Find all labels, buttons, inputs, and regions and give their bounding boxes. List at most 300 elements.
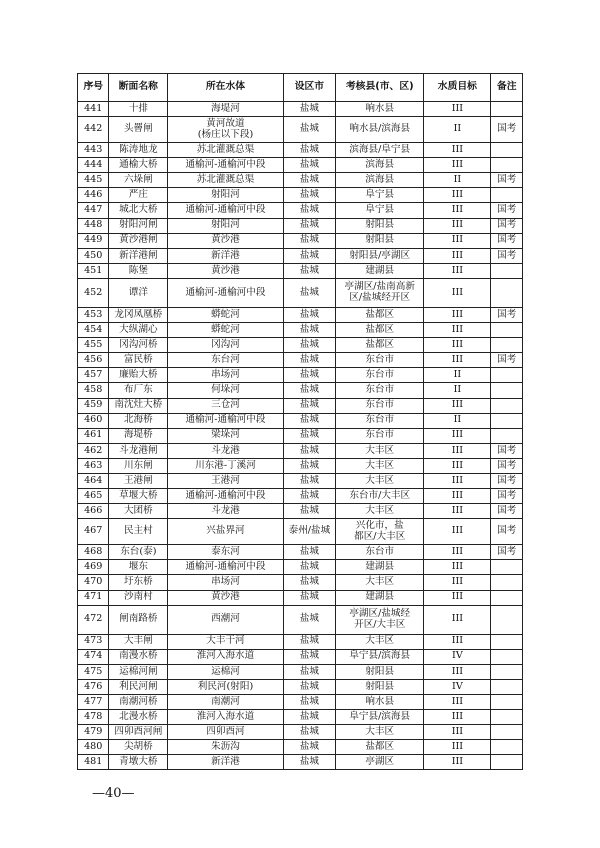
remark-cell: 国考 xyxy=(491,519,523,545)
county-cell: 兴化市，盐 都区/大丰区 xyxy=(336,519,424,545)
table-row xyxy=(78,679,523,694)
table-row xyxy=(78,188,523,203)
county-cell: 大丰区 xyxy=(336,443,424,458)
quality-target-cell: III xyxy=(424,188,491,203)
row-index-cell: 475 xyxy=(78,664,109,679)
water-body-cell: 四卯酉河 xyxy=(168,725,283,740)
water-body-cell: 川东港-丁溪河 xyxy=(168,458,283,473)
county-cell: 亭湖区 xyxy=(336,755,424,770)
county-cell: 阜宁县 xyxy=(336,188,424,203)
water-body-cell: 通榆河-通榆河中段 xyxy=(168,413,283,428)
quality-target-cell: III xyxy=(424,710,491,725)
water-body-cell: 梁垛河 xyxy=(168,428,283,443)
water-body-cell: 通榆河-通榆河中段 xyxy=(168,560,283,575)
row-index-cell: 477 xyxy=(78,695,109,710)
city-cell: 盐城 xyxy=(283,545,335,560)
section-name-cell: 新洋港闸 xyxy=(109,248,168,263)
remark-cell: 国考 xyxy=(491,458,523,473)
county-cell: 东台市 xyxy=(336,428,424,443)
county-cell: 滨海县/阜宁县 xyxy=(336,143,424,158)
table-row xyxy=(78,664,523,679)
city-cell: 盐城 xyxy=(283,443,335,458)
section-name-cell: 尖胡桥 xyxy=(109,740,168,755)
water-body-cell: 三仓河 xyxy=(168,398,283,413)
county-cell: 射阳县/亭湖区 xyxy=(336,248,424,263)
table-row xyxy=(78,117,523,143)
remark-cell xyxy=(491,428,523,443)
table-row xyxy=(78,143,523,158)
county-cell: 响水县/滨海县 xyxy=(336,117,424,143)
section-name-cell: 利民河闸 xyxy=(109,679,168,694)
section-name-cell: 沙南村 xyxy=(109,590,168,605)
city-cell: 盐城 xyxy=(283,383,335,398)
remark-cell xyxy=(491,725,523,740)
row-index-cell: 457 xyxy=(78,368,109,383)
quality-target-cell: II xyxy=(424,173,491,188)
row-index-cell: 447 xyxy=(78,203,109,218)
city-cell: 盐城 xyxy=(283,218,335,233)
water-body-cell: 通榆河-通榆河中段 xyxy=(168,489,283,504)
water-body-cell: 苏北灌溉总渠 xyxy=(168,173,283,188)
table-row xyxy=(78,278,523,307)
quality-target-cell: II xyxy=(424,413,491,428)
city-cell: 盐城 xyxy=(283,664,335,679)
water-quality-table xyxy=(77,73,523,770)
row-index-cell: 451 xyxy=(78,263,109,278)
city-cell: 盐城 xyxy=(283,323,335,338)
row-index-cell: 466 xyxy=(78,504,109,519)
row-index-cell: 442 xyxy=(78,117,109,143)
remark-cell xyxy=(491,263,523,278)
table-row xyxy=(78,398,523,413)
county-cell: 建湖县 xyxy=(336,263,424,278)
county-cell: 阜宁县 xyxy=(336,203,424,218)
water-body-cell: 王港河 xyxy=(168,473,283,488)
header-county: 考核县(市、区) xyxy=(336,74,424,102)
county-cell: 盐都区 xyxy=(336,740,424,755)
table-row xyxy=(78,605,523,634)
section-name-cell: 斗龙港闸 xyxy=(109,443,168,458)
county-cell: 亭湖区/盐南高新 区/盐城经开区 xyxy=(336,278,424,307)
county-cell: 东台市 xyxy=(336,545,424,560)
county-cell: 响水县 xyxy=(336,695,424,710)
water-body-cell: 蟒蛇河 xyxy=(168,307,283,322)
table-row xyxy=(78,353,523,368)
table-row xyxy=(78,695,523,710)
quality-target-cell: III xyxy=(424,575,491,590)
remark-cell: 国考 xyxy=(491,443,523,458)
water-body-cell: 通榆河-通榆河中段 xyxy=(168,158,283,173)
water-body-cell: 通榆河-通榆河中段 xyxy=(168,203,283,218)
section-name-cell: 大纵湖心 xyxy=(109,323,168,338)
section-name-cell: 富民桥 xyxy=(109,353,168,368)
row-index-cell: 473 xyxy=(78,634,109,649)
remark-cell xyxy=(491,368,523,383)
remark-cell xyxy=(491,338,523,353)
city-cell: 盐城 xyxy=(283,634,335,649)
city-cell: 盐城 xyxy=(283,755,335,770)
table-row xyxy=(78,443,523,458)
water-body-cell: 新洋港 xyxy=(168,248,283,263)
table-row xyxy=(78,545,523,560)
table-row xyxy=(78,634,523,649)
city-cell: 泰州/盐城 xyxy=(283,519,335,545)
remark-cell xyxy=(491,188,523,203)
row-index-cell: 478 xyxy=(78,710,109,725)
remark-cell: 国考 xyxy=(491,248,523,263)
table-row xyxy=(78,307,523,322)
quality-target-cell: III xyxy=(424,102,491,117)
city-cell: 盐城 xyxy=(283,368,335,383)
remark-cell: 国考 xyxy=(491,489,523,504)
row-index-cell: 465 xyxy=(78,489,109,504)
water-body-cell: 朱沥沟 xyxy=(168,740,283,755)
table-row xyxy=(78,649,523,664)
quality-target-cell: III xyxy=(424,664,491,679)
county-cell: 滨海县 xyxy=(336,158,424,173)
table-row xyxy=(78,725,523,740)
table-row xyxy=(78,158,523,173)
city-cell: 盐城 xyxy=(283,504,335,519)
row-index-cell: 454 xyxy=(78,323,109,338)
section-name-cell: 北漫水桥 xyxy=(109,710,168,725)
quality-target-cell: III xyxy=(424,590,491,605)
table-row xyxy=(78,173,523,188)
quality-target-cell: III xyxy=(424,263,491,278)
header-remark: 备注 xyxy=(491,74,523,102)
remark-cell: 国考 xyxy=(491,233,523,248)
table-row xyxy=(78,338,523,353)
table-row xyxy=(78,473,523,488)
row-index-cell: 459 xyxy=(78,398,109,413)
row-index-cell: 470 xyxy=(78,575,109,590)
table-row xyxy=(78,413,523,428)
row-index-cell: 449 xyxy=(78,233,109,248)
water-body-cell: 串场河 xyxy=(168,575,283,590)
section-name-cell: 南潮河桥 xyxy=(109,695,168,710)
remark-cell xyxy=(491,755,523,770)
row-index-cell: 446 xyxy=(78,188,109,203)
remark-cell: 国考 xyxy=(491,473,523,488)
county-cell: 盐都区 xyxy=(336,338,424,353)
city-cell: 盐城 xyxy=(283,143,335,158)
quality-target-cell: III xyxy=(424,473,491,488)
water-body-cell: 冈沟河 xyxy=(168,338,283,353)
section-name-cell: 黄沙港闸 xyxy=(109,233,168,248)
row-index-cell: 453 xyxy=(78,307,109,322)
county-cell: 盐都区 xyxy=(336,323,424,338)
remark-cell xyxy=(491,649,523,664)
table-row xyxy=(78,102,523,117)
table-row xyxy=(78,248,523,263)
city-cell: 盐城 xyxy=(283,307,335,322)
county-cell: 射阳县 xyxy=(336,664,424,679)
city-cell: 盐城 xyxy=(283,173,335,188)
city-cell: 盐城 xyxy=(283,263,335,278)
table-row xyxy=(78,519,523,545)
county-cell: 大丰区 xyxy=(336,575,424,590)
section-name-cell: 海堤桥 xyxy=(109,428,168,443)
section-name-cell: 陈涛地龙 xyxy=(109,143,168,158)
section-name-cell: 通榆大桥 xyxy=(109,158,168,173)
quality-target-cell: III xyxy=(424,323,491,338)
water-body-cell: 南潮河 xyxy=(168,695,283,710)
county-cell: 射阳县 xyxy=(336,218,424,233)
city-cell: 盐城 xyxy=(283,102,335,117)
table-row xyxy=(78,263,523,278)
quality-target-cell: III xyxy=(424,519,491,545)
county-cell: 东台市/大丰区 xyxy=(336,489,424,504)
row-index-cell: 481 xyxy=(78,755,109,770)
section-name-cell: 北海桥 xyxy=(109,413,168,428)
quality-target-cell: III xyxy=(424,458,491,473)
water-body-cell: 运棉河 xyxy=(168,664,283,679)
table-row xyxy=(78,218,523,233)
section-name-cell: 川东闸 xyxy=(109,458,168,473)
row-index-cell: 474 xyxy=(78,649,109,664)
city-cell: 盐城 xyxy=(283,353,335,368)
quality-target-cell: III xyxy=(424,725,491,740)
table-row xyxy=(78,428,523,443)
row-index-cell: 444 xyxy=(78,158,109,173)
quality-target-cell: III xyxy=(424,504,491,519)
city-cell: 盐城 xyxy=(283,473,335,488)
quality-target-cell: III xyxy=(424,428,491,443)
water-body-cell: 黄沙港 xyxy=(168,233,283,248)
city-cell: 盐城 xyxy=(283,203,335,218)
section-name-cell: 谭洋 xyxy=(109,278,168,307)
city-cell: 盐城 xyxy=(283,188,335,203)
remark-cell xyxy=(491,143,523,158)
city-cell: 盐城 xyxy=(283,338,335,353)
remark-cell: 国考 xyxy=(491,545,523,560)
water-body-cell: 苏北灌溉总渠 xyxy=(168,143,283,158)
remark-cell xyxy=(491,158,523,173)
table-row xyxy=(78,710,523,725)
remark-cell xyxy=(491,560,523,575)
row-index-cell: 450 xyxy=(78,248,109,263)
water-body-cell: 串场河 xyxy=(168,368,283,383)
remark-cell xyxy=(491,664,523,679)
quality-target-cell: III xyxy=(424,278,491,307)
table-row xyxy=(78,560,523,575)
water-body-cell: 泰东河 xyxy=(168,545,283,560)
table-header-row xyxy=(78,74,523,102)
quality-target-cell: III xyxy=(424,545,491,560)
water-body-cell: 兴盐界河 xyxy=(168,519,283,545)
table-row xyxy=(78,575,523,590)
remark-cell xyxy=(491,102,523,117)
section-name-cell: 严庄 xyxy=(109,188,168,203)
row-index-cell: 467 xyxy=(78,519,109,545)
county-cell: 大丰区 xyxy=(336,458,424,473)
quality-target-cell: III xyxy=(424,203,491,218)
quality-target-cell: III xyxy=(424,143,491,158)
remark-cell: 国考 xyxy=(491,307,523,322)
row-index-cell: 441 xyxy=(78,102,109,117)
header-city: 设区市 xyxy=(283,74,335,102)
section-name-cell: 六垛闸 xyxy=(109,173,168,188)
table-row xyxy=(78,590,523,605)
water-body-cell: 何垛河 xyxy=(168,383,283,398)
section-name-cell: 南沈灶大桥 xyxy=(109,398,168,413)
county-cell: 大丰区 xyxy=(336,473,424,488)
remark-cell: 国考 xyxy=(491,117,523,143)
row-index-cell: 476 xyxy=(78,679,109,694)
quality-target-cell: III xyxy=(424,158,491,173)
section-name-cell: 堰东 xyxy=(109,560,168,575)
county-cell: 亭湖区/盐城经 开区/大丰区 xyxy=(336,605,424,634)
county-cell: 建湖县 xyxy=(336,560,424,575)
water-body-cell: 斗龙港 xyxy=(168,443,283,458)
quality-target-cell: III xyxy=(424,443,491,458)
row-index-cell: 464 xyxy=(78,473,109,488)
city-cell: 盐城 xyxy=(283,278,335,307)
section-name-cell: 运棉河闸 xyxy=(109,664,168,679)
water-body-cell: 淮河入海水道 xyxy=(168,710,283,725)
county-cell: 大丰区 xyxy=(336,725,424,740)
county-cell: 建湖县 xyxy=(336,590,424,605)
water-body-cell: 东台河 xyxy=(168,353,283,368)
county-cell: 响水县 xyxy=(336,102,424,117)
section-name-cell: 十排 xyxy=(109,102,168,117)
section-name-cell: 闸南路桥 xyxy=(109,605,168,634)
city-cell: 盐城 xyxy=(283,605,335,634)
table-row xyxy=(78,740,523,755)
remark-cell xyxy=(491,575,523,590)
quality-target-cell: III xyxy=(424,398,491,413)
remark-cell xyxy=(491,398,523,413)
water-body-cell: 通榆河-通榆河中段 xyxy=(168,278,283,307)
remark-cell: 国考 xyxy=(491,218,523,233)
header-index: 序号 xyxy=(78,74,109,102)
header-water-body: 所在水体 xyxy=(168,74,283,102)
table-row xyxy=(78,203,523,218)
county-cell: 东台市 xyxy=(336,383,424,398)
header-section-name: 断面名称 xyxy=(109,74,168,102)
remark-cell xyxy=(491,605,523,634)
quality-target-cell: III xyxy=(424,695,491,710)
remark-cell: 国考 xyxy=(491,173,523,188)
water-body-cell: 淮河入海水道 xyxy=(168,649,283,664)
remark-cell xyxy=(491,323,523,338)
city-cell: 盐城 xyxy=(283,560,335,575)
quality-target-cell: III xyxy=(424,740,491,755)
county-cell: 东台市 xyxy=(336,398,424,413)
city-cell: 盐城 xyxy=(283,398,335,413)
section-name-cell: 青墩大桥 xyxy=(109,755,168,770)
row-index-cell: 445 xyxy=(78,173,109,188)
water-body-cell: 射阳河 xyxy=(168,218,283,233)
section-name-cell: 草堰大桥 xyxy=(109,489,168,504)
table-body xyxy=(78,102,523,770)
section-name-cell: 城北大桥 xyxy=(109,203,168,218)
section-name-cell: 大丰闸 xyxy=(109,634,168,649)
quality-target-cell: III xyxy=(424,338,491,353)
county-cell: 射阳县 xyxy=(336,233,424,248)
section-name-cell: 龙冈凤凰桥 xyxy=(109,307,168,322)
city-cell: 盐城 xyxy=(283,428,335,443)
row-index-cell: 479 xyxy=(78,725,109,740)
section-name-cell: 四卯酉河闸 xyxy=(109,725,168,740)
row-index-cell: 460 xyxy=(78,413,109,428)
section-name-cell: 大团桥 xyxy=(109,504,168,519)
county-cell: 阜宁县/滨海县 xyxy=(336,649,424,664)
county-cell: 滨海县 xyxy=(336,173,424,188)
water-body-cell: 射阳河 xyxy=(168,188,283,203)
city-cell: 盐城 xyxy=(283,413,335,428)
county-cell: 阜宁县/滨海县 xyxy=(336,710,424,725)
row-index-cell: 455 xyxy=(78,338,109,353)
quality-target-cell: III xyxy=(424,634,491,649)
table-row xyxy=(78,368,523,383)
quality-target-cell: III xyxy=(424,489,491,504)
remark-cell xyxy=(491,710,523,725)
city-cell: 盐城 xyxy=(283,117,335,143)
county-cell: 大丰区 xyxy=(336,504,424,519)
city-cell: 盐城 xyxy=(283,679,335,694)
county-cell: 东台市 xyxy=(336,368,424,383)
water-body-cell: 新洋港 xyxy=(168,755,283,770)
header-quality-target: 水质目标 xyxy=(424,74,491,102)
quality-target-cell: II xyxy=(424,383,491,398)
city-cell: 盐城 xyxy=(283,158,335,173)
quality-target-cell: III xyxy=(424,307,491,322)
quality-target-cell: III xyxy=(424,248,491,263)
row-index-cell: 472 xyxy=(78,605,109,634)
section-name-cell: 东台(泰) xyxy=(109,545,168,560)
remark-cell xyxy=(491,383,523,398)
table-row xyxy=(78,489,523,504)
section-name-cell: 冈沟河桥 xyxy=(109,338,168,353)
row-index-cell: 452 xyxy=(78,278,109,307)
row-index-cell: 471 xyxy=(78,590,109,605)
quality-target-cell: IV xyxy=(424,679,491,694)
row-index-cell: 456 xyxy=(78,353,109,368)
section-name-cell: 陈堡 xyxy=(109,263,168,278)
section-name-cell: 王港闸 xyxy=(109,473,168,488)
row-index-cell: 443 xyxy=(78,143,109,158)
quality-target-cell: III xyxy=(424,560,491,575)
quality-target-cell: III xyxy=(424,755,491,770)
county-cell: 射阳县 xyxy=(336,679,424,694)
section-name-cell: 廉贻大桥 xyxy=(109,368,168,383)
city-cell: 盐城 xyxy=(283,725,335,740)
row-index-cell: 463 xyxy=(78,458,109,473)
city-cell: 盐城 xyxy=(283,489,335,504)
remark-cell xyxy=(491,634,523,649)
remark-cell xyxy=(491,679,523,694)
remark-cell: 国考 xyxy=(491,203,523,218)
row-index-cell: 480 xyxy=(78,740,109,755)
city-cell: 盐城 xyxy=(283,710,335,725)
remark-cell xyxy=(491,740,523,755)
water-body-cell: 黄河故道 (杨庄以下段) xyxy=(168,117,283,143)
table-row xyxy=(78,323,523,338)
water-body-cell: 黄沙港 xyxy=(168,590,283,605)
table-row xyxy=(78,233,523,248)
row-index-cell: 461 xyxy=(78,428,109,443)
water-body-cell: 蟒蛇河 xyxy=(168,323,283,338)
table-row xyxy=(78,383,523,398)
quality-target-cell: II xyxy=(424,117,491,143)
quality-target-cell: III xyxy=(424,353,491,368)
water-body-cell: 斗龙港 xyxy=(168,504,283,519)
remark-cell xyxy=(491,590,523,605)
water-body-cell: 利民河(射阳) xyxy=(168,679,283,694)
city-cell: 盐城 xyxy=(283,649,335,664)
city-cell: 盐城 xyxy=(283,233,335,248)
